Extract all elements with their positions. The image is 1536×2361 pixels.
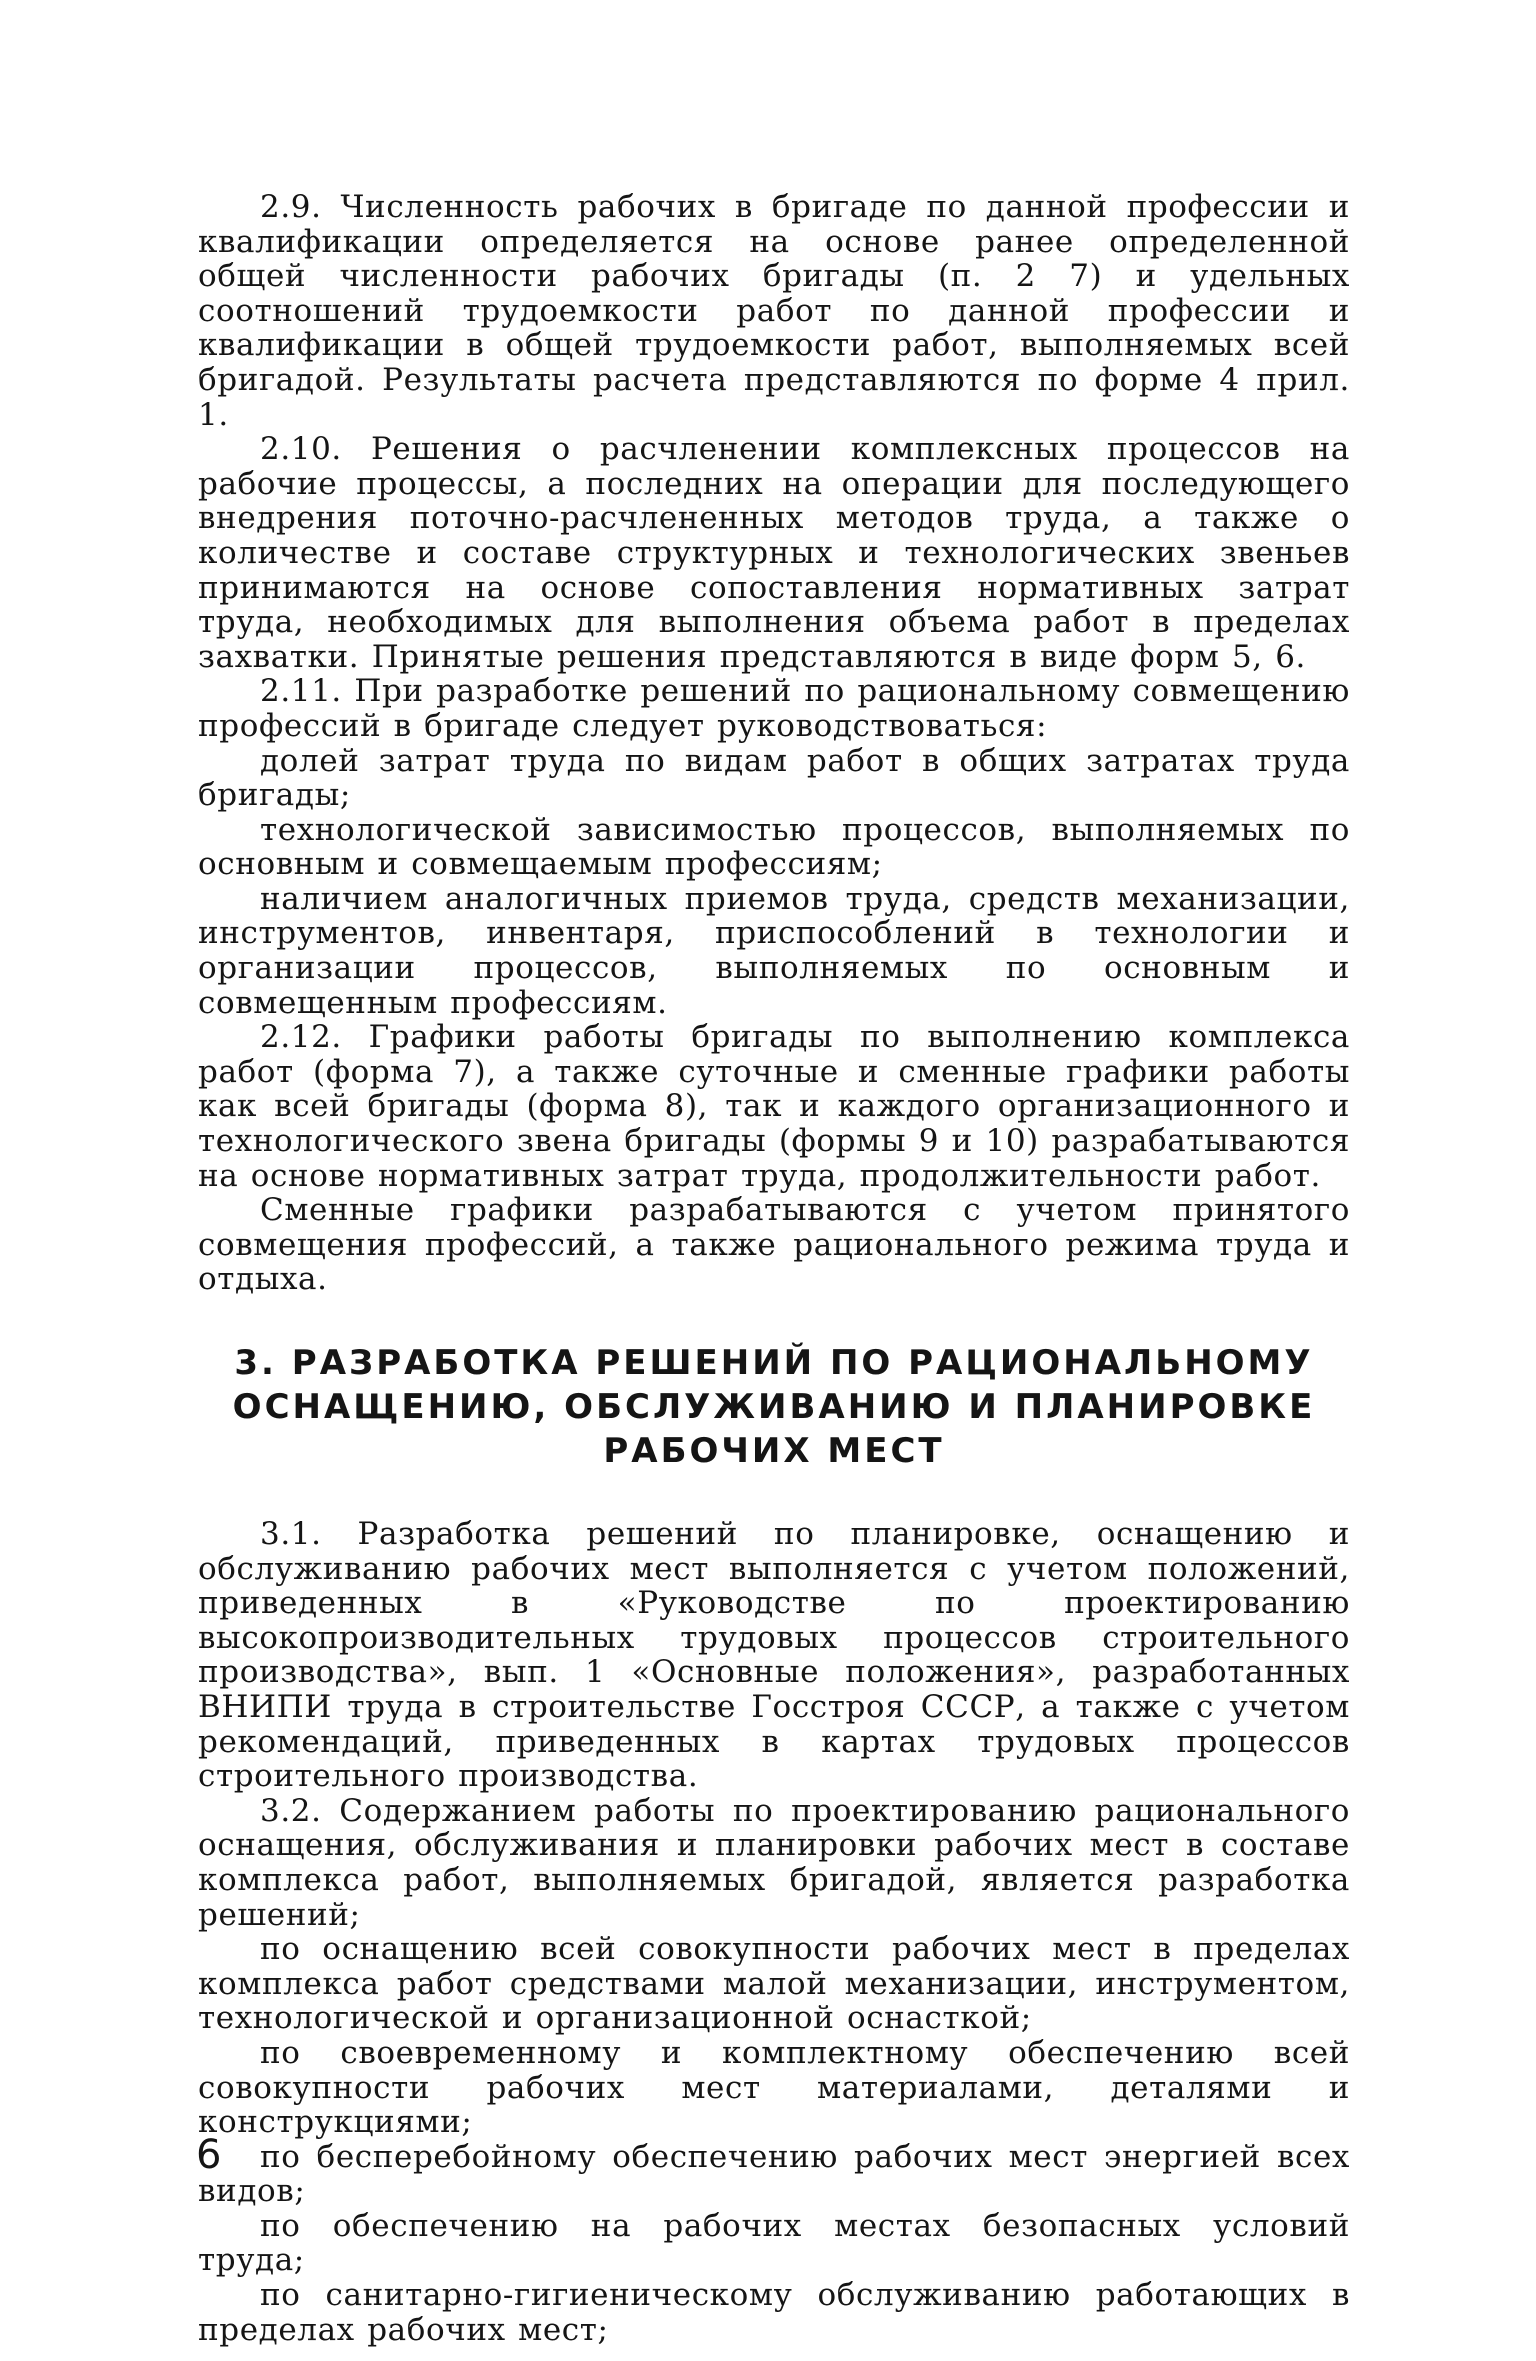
paragraph-3-2-item-c: по бесперебойному обеспечению рабочих мест энергией всех видов; xyxy=(198,2138,1350,2210)
paragraph-3-1: 3.1. Разработка решений по планировке, оснащению и обслуживанию рабочих мест выполняется с учетом положений, приведенных в «Руководстве по проектированию высокопроизводительных трудовых процессов строительного производства», вып. 1 «Основные положения», разработанных ВНИПИ труда в строительстве Госстроя СССР, а также с учетом рекомендаций, приведенных в картах трудовых процессов строительного производства. xyxy=(198,1516,1350,1795)
page-number: 6 xyxy=(196,2132,222,2178)
page-body xyxy=(198,190,1350,2347)
paragraph-2-11: 2.11. При разработке решений по рациональному совмещению профессий в бригаде следует руководствоваться: xyxy=(198,673,1350,744)
paragraph-2-9: 2.9. Численность рабочих в бригаде по данной профессии и квалификации определяется на основе ранее определенной общей численности рабочих бригады (п. 2 7) и удельных соотношений трудоемкости работ по данной профессии и квалификации в общей трудоемкости работ, выполняемых всей бригадой. Результаты расчета представляются по форме 4 прил. 1. xyxy=(198,189,1350,433)
section-3-heading xyxy=(198,1341,1350,1473)
section-3-heading-line-2: ОСНАЩЕНИЮ, ОБСЛУЖИВАНИЮ И ПЛАНИРОВКЕ xyxy=(232,1387,1316,1427)
paragraph-3-2-item-a: по оснащению всей совокупности рабочих мест в пределах комплекса работ средствами малой механизации, инструментом, технологической и организационной оснасткой; xyxy=(198,1931,1350,2037)
section-3-heading-line-3: РАБОЧИХ МЕСТ xyxy=(603,1431,945,1471)
paragraph-3-2-item-b: по своевременному и комплектному обеспечению всей совокупности рабочих мест материалами, деталями и конструкциями; xyxy=(198,2034,1350,2141)
paragraph-2-11-item-b: технологической зависимостью процессов, выполняемых по основным и совмещаемым профессиям; xyxy=(198,811,1350,883)
paragraph-2-11-item-c: наличием аналогичных приемов труда, средств механизации, инструментов, инвентаря, приспособлений в технологии и организации процессов, выполняемых по основным и совмещенным профессиям. xyxy=(198,880,1350,1021)
paragraph-3-2: 3.2. Содержанием работы по проектированию рационального оснащения, обслуживания и планировки рабочих мест в составе комплекса работ, выполняемых бригадой, является разработка решений; xyxy=(198,1792,1350,1933)
paragraph-3-2-item-d: по обеспечению на рабочих местах безопасных условий труда; xyxy=(198,2207,1350,2279)
paragraph-3-2-item-e: по санитарно-гигиеническому обслуживанию работающих в пределах рабочих мест; xyxy=(198,2277,1350,2348)
paragraph-2-12: 2.12. Графики работы бригады по выполнению комплекса работ (форма 7), а также суточные и сменные графики работы как всей бригады (форма 8), так и каждого организационного и технологического звена бригады (формы 9 и 10) разрабатываются на основе нормативных затрат труда, продолжительности работ. xyxy=(198,1019,1350,1194)
section-3-heading-line-1: 3. РАЗРАБОТКА РЕШЕНИЙ ПО РАЦИОНАЛЬНОМУ xyxy=(234,1343,1314,1383)
paragraph-2-12-shift-schedules: Сменные графики разрабатываются с учетом принятого совмещения профессий, а также рационального режима труда и отдыха. xyxy=(198,1192,1350,1298)
paragraph-2-11-item-a: долей затрат труда по видам работ в общих затратах труда бригады; xyxy=(198,742,1350,814)
paragraph-2-10: 2.10. Решения о расчленении комплексных процессов на рабочие процессы, а последних на операции для последующего внедрения поточно-расчлененных методов труда, а также о количестве и составе структурных и технологических звеньев принимаются на основе сопоставления нормативных затрат труда, необходимых для выполнения объема работ в пределах захватки. Принятые решения представляются в виде форм 5, 6. xyxy=(198,431,1350,675)
